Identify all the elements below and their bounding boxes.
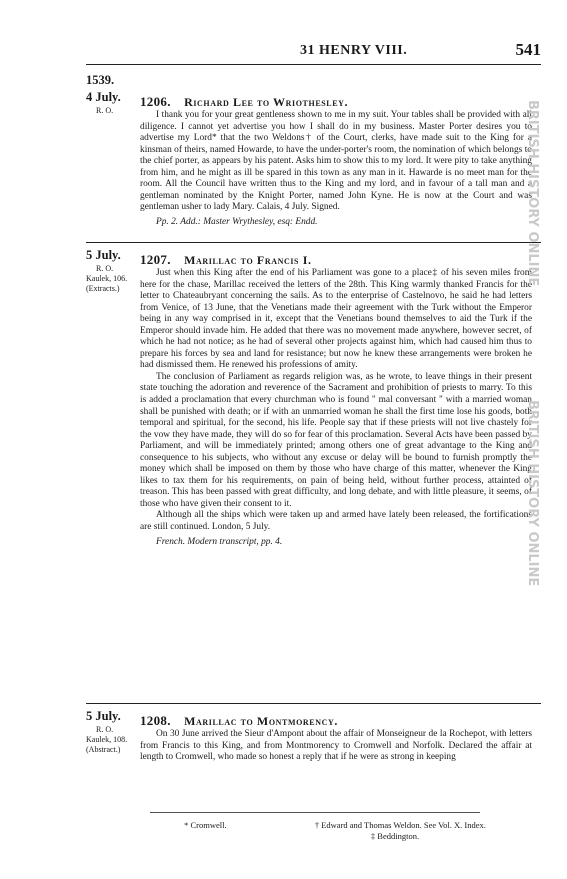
entry-heading	[140, 252, 312, 268]
paragraph: I thank you for your great gentleness shown to me in my suit. Your tables shall be provided with all diligence. I cannot yet advertise you how I shall do in my business. Master Porter desires you to advertise my Lord* that the two Weldons† of the Court, clerks, have made suit to the King for a kinsman of theirs, named Howarde, to have the under-porter's room, the nomination of which belongs to the chief porter, as appears by his patent. Asks him to show this to my lord. It were pity to take anything from him, and he might as ill be spared in this town as any man in it. Hawarde is no meet man for the room. All the Council have written thus to the King and my lord, and in favour of a tall man and a gentleman nominated by the Knight Porter, named John Kyne. He is now at the Court and was gentleman usher to lady Mary. Calais, 4 July. Signed.	[140, 110, 532, 213]
margin-note: R. O.	[96, 264, 114, 273]
margin-note: Kaulek, 108.	[86, 735, 128, 744]
watermark	[525, 100, 567, 660]
entry-title: Richard Lee to Wriothesley.	[184, 95, 349, 109]
footnote: ‡ Beddington.	[370, 831, 420, 841]
year-label: 1539.	[86, 73, 115, 87]
entry-date: 5 July.	[86, 709, 121, 723]
entry-date: 4 July.	[86, 90, 121, 104]
margin-note: R. O.	[96, 106, 114, 115]
entry-meta: Pp. 2. Add.: Master Wrythesley, esq: Endd.	[156, 216, 318, 227]
entry-rule	[86, 703, 541, 704]
watermark-text: BRITISH HISTORY ONLINE	[525, 400, 540, 587]
entry-number: 1206.	[140, 94, 171, 109]
entry-title: Marillac to Francis I.	[184, 253, 312, 267]
running-title: 31 HENRY VIII.	[300, 43, 408, 58]
entry-body	[140, 729, 532, 764]
entry-title: Marillac to Montmorency.	[184, 714, 338, 728]
footnotes	[140, 820, 530, 842]
margin-note: (Extracts.)	[86, 284, 120, 293]
margin-note: (Abstract.)	[86, 745, 121, 754]
entry-rule	[86, 242, 541, 243]
entry-body	[140, 268, 532, 548]
paragraph: The conclusion of Parliament as regards religion was, as he wrote, to leave things in their present state touching the adoration and reverence of the Sacrament and prohibition of priests to marry. To this is added a proclamation that every churchman who is found " mal conversant " with a married woman shall be punished with death; or if with an unmarried woman he shall the first time lose his goods, both temporal and spiritual, for the second, his life. People say that if these priests will not live chastely for the vow they have made, they will do so for fear of this proclamation. Several Acts have been passed by Parliament, and will be immediately printed; among others one of great advantage to the King and consequence to his subjects, who without any excuse or delay will be bound to furnish promptly the money which shall be imposed on them by those who have charge of this matter, whenever the King likes to tax them for his requirements, on pain of being held, without further process, attainted of treason. This has been passed with great difficulty, and long debate, and with little pleasure, it seems, of those who have given their consent to it.	[140, 371, 532, 509]
page-number: 541	[515, 40, 541, 59]
margin-note: Kaulek, 106.	[86, 274, 128, 283]
paragraph: Although all the ships which were taken up and armed have lately been released, the fortifications are still continued. London, 5 July.	[140, 510, 532, 533]
entry-heading	[140, 713, 338, 729]
footnote-rule	[150, 812, 480, 813]
entry-date: 5 July.	[86, 248, 121, 262]
watermark-text: BRITISH HISTORY ONLINE	[525, 100, 540, 287]
entry-number: 1208.	[140, 713, 171, 728]
paragraph: Just when this King after the end of his Parliament was gone to a place‡ of his seven miles from here for the chase, Marillac received the letters of the 28th. This King warmly thanked Francis for the letter to Chateaubryant concerning the sails. As to the enterprise of Castelnovo, he said he had letters from Venice, of 13 June, that the Venetians made their agreement with the Turk without the Emperor being in any way comprised in it, except that the Venetians bound themselves to aid the Turk if the Emperor should invade him. He added that there was no movement made anywhere, however secret, of which he had not notice; as he had of several other projects against him, which had caused him thus to prepare his forces by sea and land for resistance; but now he knew these arrangements were broken he had dismissed them. He renewed his professions of amity.	[140, 268, 532, 371]
entry-heading	[140, 94, 348, 110]
paragraph: On 30 June arrived the Sieur d'Ampont about the affair of Monseigneur de la Rochepot, with letters from Francis to this King, and from Montmorency to Cromwell and Norfolk. Declared the affair at length to Cromwell, who made so honest a reply that if he were as strong in keeping	[140, 729, 532, 763]
footnote: * Cromwell.	[184, 820, 227, 830]
entry-body	[140, 110, 532, 228]
margin-note: R. O.	[96, 725, 114, 734]
header-rule	[86, 64, 541, 65]
footnote: † Edward and Thomas Weldon. See Vol. X. Index.	[314, 820, 486, 830]
entry-number: 1207.	[140, 252, 171, 267]
entry-meta: French. Modern transcript, pp. 4.	[156, 536, 283, 547]
